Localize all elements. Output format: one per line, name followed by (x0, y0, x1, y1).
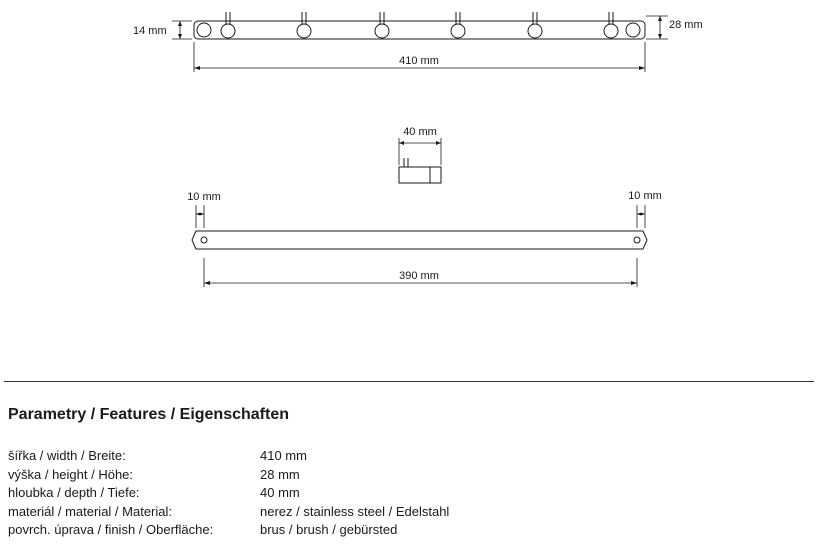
dimension-overall-length (194, 42, 645, 72)
dimension-left-inset (187, 191, 221, 228)
rail-body-top (194, 21, 645, 39)
top-view (133, 12, 703, 72)
spec-label: výška / height / Höhe: (8, 466, 134, 482)
spec-value: 28 mm (260, 466, 300, 482)
spec-label: materiál / material / Material: (8, 503, 172, 519)
specs-table (8, 447, 449, 540)
right-inset-label: 10 mm (628, 190, 662, 202)
dimension-height-left (133, 21, 192, 39)
spec-value: brus / brush / gebürsted (260, 522, 398, 537)
side-view (399, 126, 441, 183)
spec-label: hloubka / depth / Tiefe: (8, 485, 140, 500)
dimension-depth (399, 126, 441, 165)
specs-title: Parametry / Features / Eigenschaften (8, 406, 289, 423)
spec-row-finish (8, 521, 449, 540)
spec-value: nerez / stainless steel / Edelstahl (260, 503, 450, 519)
spec-value: 410 mm (260, 448, 307, 463)
depth-label: 40 mm (403, 126, 437, 138)
mounting-bar (192, 231, 647, 249)
dimension-hole-spacing (204, 258, 637, 287)
back-view (187, 190, 662, 287)
hole-spacing-label: 390 mm (399, 270, 439, 282)
spec-row-width (8, 447, 449, 466)
side-profile (399, 167, 441, 183)
section-divider (4, 381, 814, 382)
spec-row-depth (8, 484, 449, 503)
dimension-depth-right (646, 16, 703, 39)
overall-length-label: 410 mm (399, 55, 439, 67)
depth-side-label: 28 mm (669, 19, 703, 31)
spec-row-material (8, 503, 449, 522)
height-label: 14 mm (133, 25, 167, 37)
spec-value: 40 mm (260, 485, 300, 500)
spec-row-height (8, 466, 449, 485)
spec-label: šířka / width / Breite: (8, 448, 126, 463)
left-inset-label: 10 mm (187, 191, 221, 203)
dimension-right-inset (628, 190, 662, 228)
spec-label: povrch. úprava / finish / Oberfläche: (8, 522, 214, 537)
